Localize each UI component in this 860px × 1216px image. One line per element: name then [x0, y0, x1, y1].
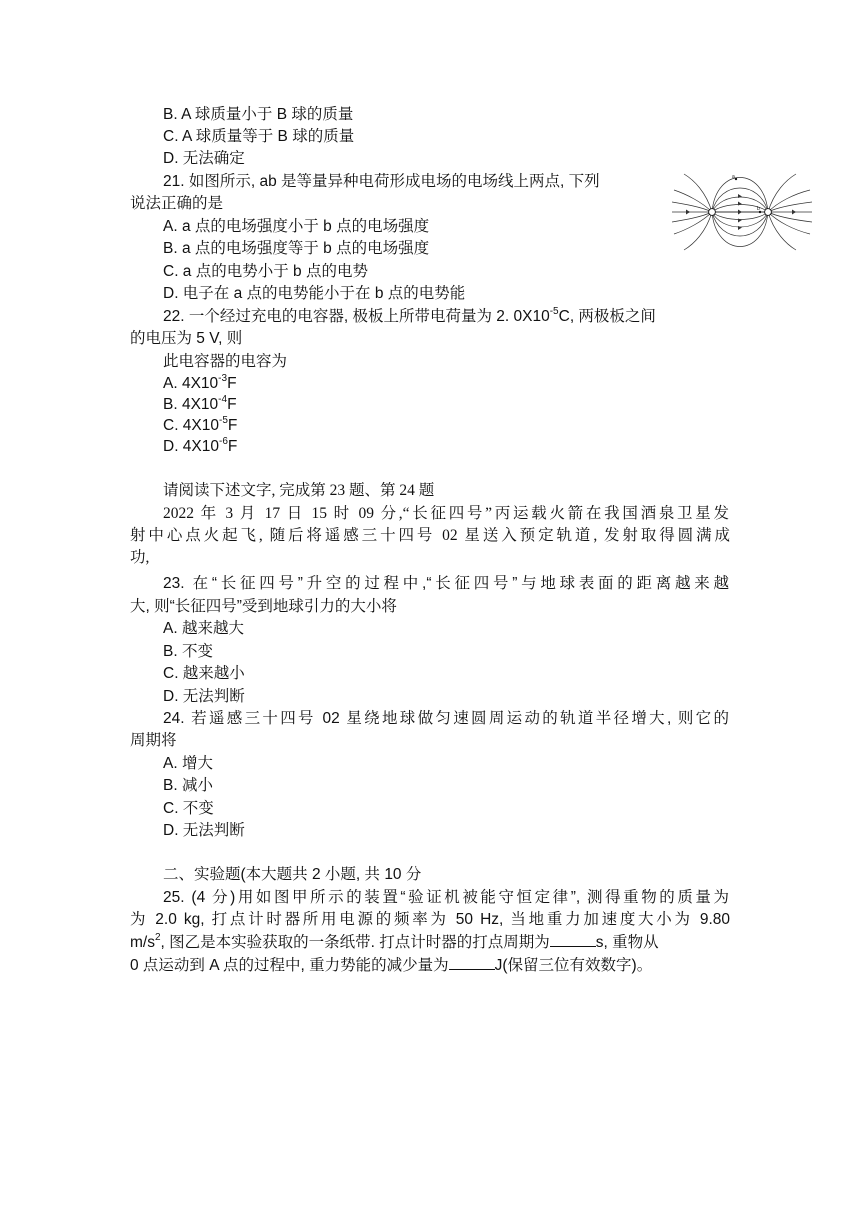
- q22-stem-cont: 的电压为 5 V, 则: [130, 330, 243, 347]
- q22-option-b-exp: -4: [218, 393, 228, 405]
- q21-option-c: C. a 点的电势小于 b 点的电势: [163, 263, 368, 280]
- q21-option-d: D. 电子在 a 点的电势能小于在 b 点的电势能: [163, 285, 466, 302]
- q25-unit-exponent: 2: [154, 931, 161, 943]
- q24-option-d: D. 无法判断: [163, 822, 245, 839]
- q22-stem-cont2: 此电容器的电容为: [163, 353, 288, 370]
- q22-option-b-text: B. 4X10: [163, 396, 219, 413]
- figure-label-a: a: [732, 174, 735, 180]
- q22-option-c-exp: -5: [219, 414, 228, 426]
- q22-option-d-unit: F: [227, 438, 238, 455]
- q23-stem: 23. 在“长征四号”升空的过程中,“长征四号”与地球表面的距离越来越: [163, 575, 729, 592]
- q22-stem: [163, 306, 656, 328]
- q22-option-b-unit: F: [227, 396, 237, 413]
- q22-charge-exponent: -5: [549, 305, 559, 317]
- q20-option-b: B. A 球质量小于 B 球的质量: [163, 106, 354, 123]
- q22-option-a: [163, 373, 237, 395]
- q22-option-c: [163, 415, 237, 437]
- q22-stem-text-end: C, 两极板之间: [558, 308, 656, 325]
- q21-stem: 21. 如图所示, ab 是等量异种电荷形成电场的电场线上两点, 下列: [163, 173, 600, 190]
- q23-option-d: D. 无法判断: [163, 688, 245, 705]
- q22-option-d: [163, 436, 237, 458]
- positive-charge-icon: [709, 209, 716, 216]
- q25-line-4-text: 0 点运动到 A 点的过程中, 重力势能的减少量为: [130, 957, 449, 974]
- q22-option-a-unit: F: [227, 375, 237, 392]
- q25-line-2: 为 2.0 kg, 打点计时器所用电源的频率为 50 Hz, 当地重力加速度大小为 9.80: [130, 911, 730, 928]
- q24-option-b: B. 减小: [163, 777, 213, 794]
- q23-option-c: C. 越来越小: [163, 665, 245, 682]
- q21-stem-cont: 说法正确的是: [130, 195, 224, 212]
- passage-line-3: 功,: [130, 549, 150, 566]
- q23-option-b: B. 不变: [163, 643, 213, 660]
- q22-option-c-text: C. 4X10: [163, 417, 220, 434]
- passage-line-2: 射中心点火起飞, 随后将遥感三十四号 02 星送入预定轨道, 发射取得圆满成: [130, 527, 730, 544]
- point-a-marker: [735, 178, 737, 180]
- electric-field-lines-figure: [672, 172, 812, 252]
- negative-charge-icon: [765, 209, 772, 216]
- q21-option-a: A. a 点的电场强度小于 b 点的电场强度: [163, 218, 430, 235]
- q25-line-3-end: s, 重物从: [595, 934, 659, 951]
- figure-label-b: b: [757, 206, 760, 212]
- passage-line-1: 2022 年 3 月 17 日 15 时 09 分,“长征四号”丙运载火箭在我国酒泉卫星发: [163, 505, 729, 522]
- q22-option-a-text: A. 4X10: [163, 375, 219, 392]
- q25-line-1: 25. (4 分)用如图甲所示的装置“验证机被能守恒定律”, 测得重物的质量为: [163, 889, 729, 906]
- q23-option-a: A. 越来越大: [163, 620, 244, 637]
- q22-option-b: [163, 394, 237, 416]
- q24-option-a: A. 增大: [163, 755, 213, 772]
- q20-option-c: C. A 球质量等于 B 球的质量: [163, 128, 355, 145]
- q25-line-4-end: J(保留三位有效数字)。: [494, 957, 653, 974]
- q22-option-c-unit: F: [227, 417, 238, 434]
- q22-option-d-exp: -6: [219, 435, 228, 447]
- q25-line-3: [130, 932, 659, 954]
- section-2-heading: 二、实验题(本大题共 2 小题, 共 10 分: [163, 866, 422, 883]
- q22-option-d-text: D. 4X10: [163, 438, 220, 455]
- q25-line-3-text: , 图乙是本实验获取的一条纸带. 打点计时器的打点周期为: [160, 934, 550, 951]
- q24-stem-cont: 周期将: [130, 732, 177, 749]
- q20-option-d: D. 无法确定: [163, 150, 245, 167]
- energy-answer-blank[interactable]: [449, 955, 495, 970]
- period-answer-blank[interactable]: [550, 932, 596, 947]
- q22-option-a-exp: -3: [218, 372, 228, 384]
- q21-option-b: B. a 点的电场强度等于 b 点的电场强度: [163, 240, 430, 257]
- q23-stem-cont: 大, 则“长征四号”受到地球引力的大小将: [130, 598, 397, 615]
- q25-line-4: [130, 955, 652, 977]
- q24-option-c: C. 不变: [163, 800, 214, 817]
- passage-intro: 请阅读下述文字, 完成第 23 题、第 24 题: [163, 482, 435, 499]
- q25-unit-ms: m/s: [130, 934, 155, 951]
- q24-stem: 24. 若遥感三十四号 02 星绕地球做匀速圆周运动的轨道半径增大, 则它的: [163, 710, 729, 727]
- q22-stem-text: 22. 一个经过充电的电容器, 极板上所带电荷量为 2. 0X10: [163, 308, 550, 325]
